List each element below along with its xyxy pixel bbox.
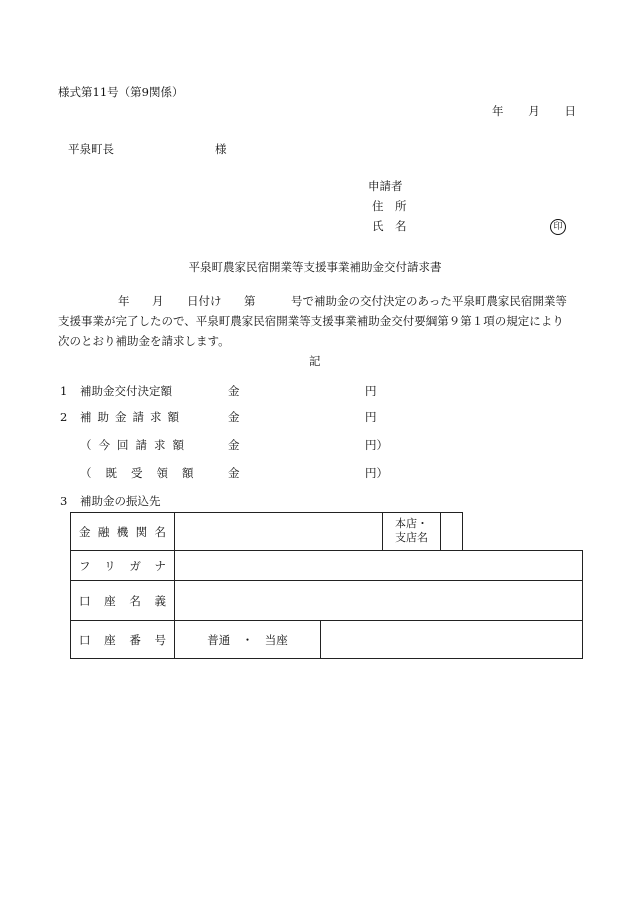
account-name-label-cell [71,581,175,621]
item-1-label: 補助金交付決定額 [80,384,172,398]
item-current-kin: 金 [228,438,240,452]
applicant-label: 申請者 [368,179,403,193]
account-name-label-char: 座 [104,593,116,608]
addressee-name: 平泉町長 [68,142,114,156]
account-name-label-char: 義 [154,593,166,608]
section-3-label: 補助金の振込先 [80,494,161,508]
account-name-label-char: 名 [129,593,141,608]
body-number-prefix: 第 [244,294,256,308]
furigana-label-char: リ [104,558,116,573]
item-received-label: （既受領額 [80,466,208,480]
body-line3: 次のとおり補助金を請求します。 [58,334,230,348]
institution-label-cell [71,513,175,551]
account-number-label-cell [71,621,175,659]
item-2-number: 2 [60,410,68,424]
date-month: 月 [528,104,540,118]
row-account-number [71,621,583,659]
furigana-label-char: ガ [129,558,141,573]
item-2-kin: 金 [228,410,240,424]
row-account-name [71,581,583,621]
furigana-label-char: フ [79,558,91,573]
body-line1-text: 号で補助金の交付決定のあった平泉町農家民宿開業等 [291,294,567,308]
account-type-cell [175,621,321,659]
label-char: 名 [154,524,166,539]
applicant-name-label: 氏 名 [372,219,407,233]
account-name-label-char: 口 [79,593,91,608]
account-number-label-char: 口 [79,632,91,647]
furigana-label-char: ナ [154,558,166,573]
item-1-kin: 金 [228,384,240,398]
date-line [492,106,576,118]
body-line2: 支援事業が完了したので、平泉町農家民宿開業等支援事業補助金交付要綱第９第１項の規定により [58,314,564,328]
seal-mark [550,219,566,235]
item-1-number: 1 [60,384,68,398]
seal-icon: 印 [550,219,566,235]
row-furigana [71,551,583,581]
item-current-label: （今回請求額 [80,438,191,452]
date-year: 年 [492,104,504,118]
section-3-number: 3 [60,494,68,508]
note-mark: 記 [309,354,321,368]
institution-label [77,524,168,540]
date-day: 日 [564,104,576,118]
item-received-kin: 金 [228,466,240,480]
branch-label-line1: 本店・ [395,517,428,531]
account-number-input[interactable] [321,621,583,659]
body-month: 月 [152,294,164,308]
account-name-input[interactable] [175,581,583,621]
branch-label-line2: 支店名 [395,531,428,544]
furigana-input[interactable] [175,551,583,581]
item-2-yen: 円 [365,410,377,424]
label-char: 融 [97,524,110,539]
branch-input[interactable] [442,513,581,549]
item-1-yen: 円 [365,384,377,398]
item-received-yen: 円） [365,466,388,480]
label-char: 機 [116,524,129,539]
body-year: 年 [118,294,130,308]
account-number-label-char: 座 [104,632,116,647]
furigana-label-cell [71,551,175,581]
account-number-label-char: 号 [154,632,166,647]
item-current-yen: 円） [365,438,388,452]
account-type: 普通 ・ 当座 [207,632,288,647]
account-number-label-char: 番 [129,632,141,647]
item-2-label: 補助金請求額 [80,410,185,424]
body-dated: 日付け [187,294,222,308]
applicant-address-label: 住 所 [372,199,407,213]
addressee-honorific: 様 [215,142,227,156]
branch-label-cell [382,512,441,550]
label-char: 金 [79,524,91,539]
form-number: 様式第11号（第9関係） [58,85,184,99]
label-char: 関 [135,524,148,539]
document-title: 平泉町農家民宿開業等支援事業補助金交付請求書 [188,260,442,274]
